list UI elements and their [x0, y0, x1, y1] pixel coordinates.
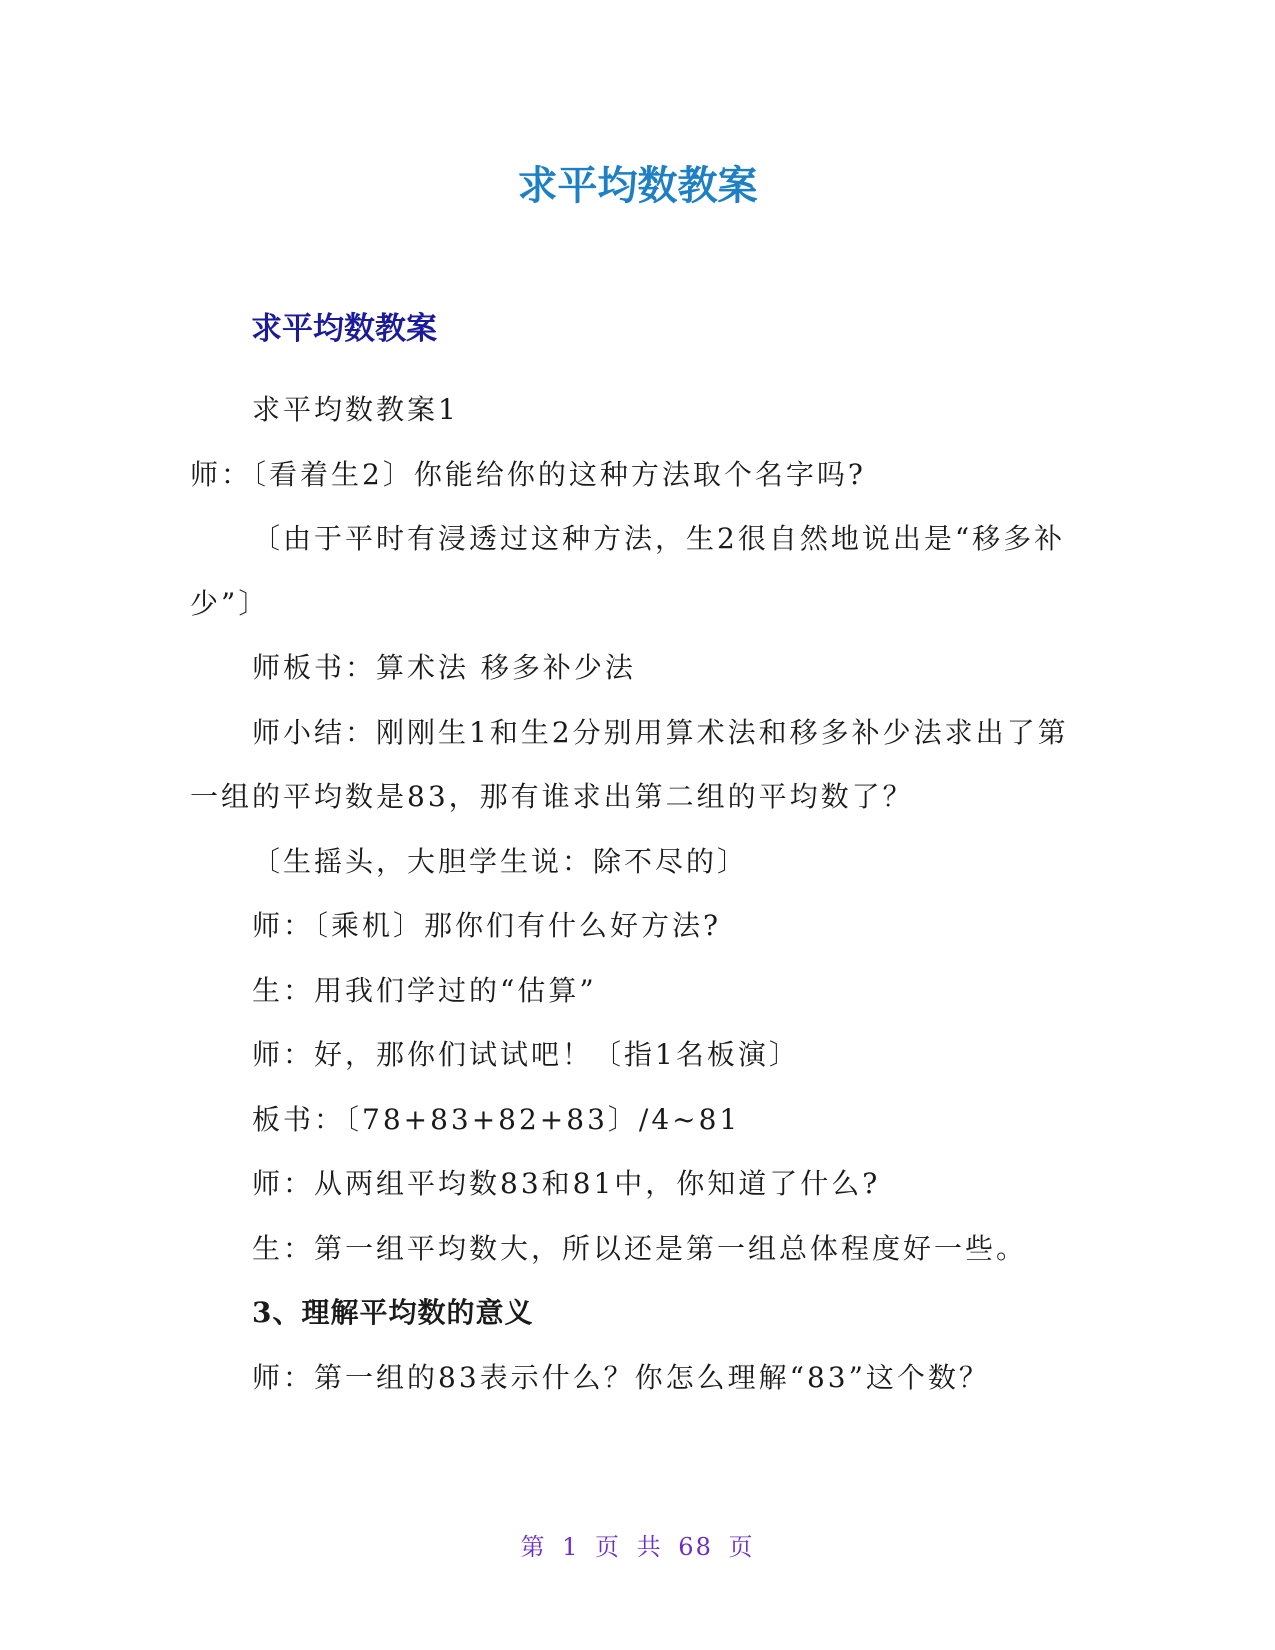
paragraph: 板书：〔78+83+82+83〕/4~81	[252, 1102, 741, 1136]
paragraph: 生：第一组平均数大，所以还是第一组总体程度好一些。	[252, 1231, 1028, 1265]
subheading: 3、理解平均数的意义	[252, 1296, 534, 1329]
paragraph: 师：〔看着生2〕你能给你的这种方法取个名字吗?	[190, 457, 866, 491]
paragraph: 生：用我们学过的“估算”	[252, 973, 597, 1007]
paragraph: 〔由于平时有浸透过这种方法，生2很自然地说出是“移多补少”〕	[190, 522, 1066, 620]
paragraph: 求平均数教案1	[252, 393, 459, 426]
paragraph: 师：〔乘机〕那你们有什么好方法?	[252, 909, 722, 942]
paragraph: 师：第一组的83表示什么？你怎么理解“83”这个数？	[252, 1360, 990, 1394]
page-footer: 第 1 页 共 68 页	[520, 1533, 755, 1561]
paragraph: 师板书：算术法 移多补少法	[252, 651, 636, 684]
paragraph: 师：好，那你们试试吧！〔指1名板演〕	[252, 1038, 800, 1071]
document-body	[190, 378, 1070, 1410]
section-title: 求平均数教案	[251, 311, 437, 347]
document-title: 求平均数教案	[517, 163, 758, 209]
paragraph: 师小结：刚刚生1和生2分别用算术法和移多补少法求出了第一组的平均数是83，那有谁求出第二组的平均数了？	[190, 715, 1069, 813]
paragraph: 〔生摇头，大胆学生说：除不尽的〕	[252, 844, 749, 878]
paragraph: 师：从两组平均数83和81中，你知道了什么?	[252, 1167, 881, 1200]
